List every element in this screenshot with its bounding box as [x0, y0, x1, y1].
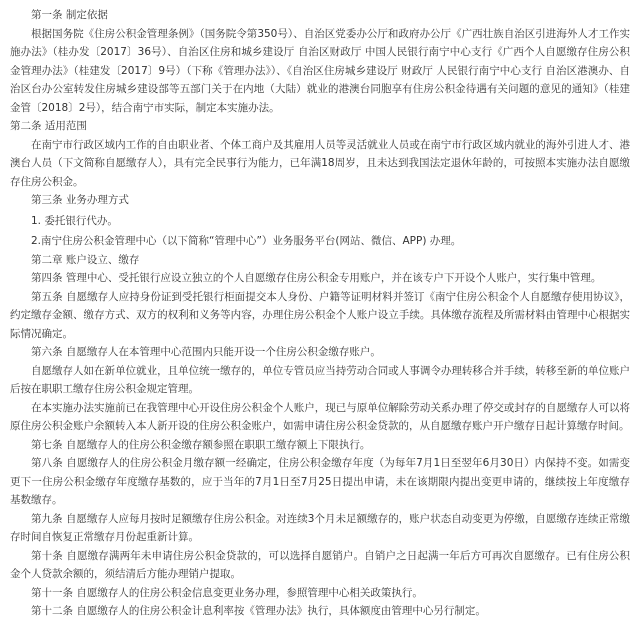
paragraph-prior-account: 在本实施办法实施前已在我管理中心开设住房公积金个人账户，现已与原单位解除劳动关系办理了停交或封存的自愿缴存人可以将原住房公积金账户余额转入本人新开设的住房公积金账户，如需申请住房公积金贷款的，从自愿缴存账户开户缴存日起计算缴存时间。 [10, 401, 630, 432]
paragraph-article-12: 第十二条 自愿缴存人的住房公积金计息利率按《管理办法》执行，具体额度由管理中心另行制定。 [31, 605, 486, 617]
section-heading-scope: 第二条 适用范围 [10, 120, 87, 132]
chapter-heading-account: 第二章 账户设立、缴存 [31, 253, 140, 266]
paragraph-article-9: 第九条 自愿缴存人应每月按时足额缴存住房公积金。对连续3个月未足额缴存的，账户状态自动变更为停缴，自愿缴存连续正常缴存时间自恢复正常缴存月份起重新计算。 [10, 512, 630, 543]
paragraph-article-8: 第八条 自愿缴存人的住房公积金月缴存额一经确定，住房公积金缴存年度（为每年7月1日至翌年6月30日）内保持不变。如需变更下一住房公积金缴存年度缴存基数的，应于当年的7月1日至7月25日提出申请，未在该期限内提出变更申请的，继续按上年度缴存基数缴存。 [10, 457, 630, 506]
paragraph-basis: 根据国务院《住房公积金管理条例》（国务院令第350号）、自治区党委办公厅和政府办公厅《广西壮族自治区引进海外人才工作实施办法》（桂办发〔2017〕36号）、自治区住房和城乡建设厅 自治区财政厅 中国人民银行南宁中心支行《广西个人自愿缴存住房公积金管理办法》（桂建发〔2017〕9号）（下称《管理办法》）、《自治区住房城乡建设厅 财政厅 人民银行南宁中心支行 自治区港澳办、自治区台办公室转发住房城乡建设部等五部门关于在内地（大陆）就业的港澳台同胞享有住房公积金待遇有关问题的意见的通知》（桂建金管〔2018〕2号），结合南宁市实际，制定本实施办法。 [10, 27, 630, 114]
section-heading-basis: 第一条 制定依据 [31, 9, 108, 21]
paragraph-scope: 在南宁市行政区域内工作的自由职业者、个体工商户及其雇用人员等灵活就业人员或在南宁市行政区域内就业的海外引进人才、港澳台人员（下文简称自愿缴存人），具有完全民事行为能力，已年满18周岁，且未达到我国法定退休年龄的，可按照本实施办法自愿缴存住房公积金。 [10, 138, 630, 188]
paragraph-article-10: 第十条 自愿缴存满两年未申请住房公积金贷款的，可以选择自愿销户。自销户之日起满一年后方可再次自愿缴存。已有住房公积金个人贷款余额的，须结清后方能办理销户提取。 [10, 549, 630, 580]
list-item-platform: 2.南宁住房公积金管理中心（以下简称“管理中心”）业务服务平台(网站、微信、APP) 办理。 [31, 235, 462, 247]
list-item-bank: 1. 委托银行代办。 [31, 214, 118, 227]
paragraph-article-4: 第四条 管理中心、受托银行应设立独立的个人自愿缴存住房公积金专用账户，并在该专户下开设个人账户，实行集中管理。 [31, 272, 602, 284]
paragraph-article-6: 第六条 自愿缴存人在本管理中心范围内只能开设一个住房公积金缴存账户。 [31, 346, 381, 358]
paragraph-article-5: 第五条 自愿缴存人应持身份证到受托银行柜面提交本人身份、户籍等证明材料并签订《南宁住房公积金个人自愿缴存使用协议》，约定缴存金额、缴存方式、双方的权利和义务等内容，办理住房公积金个人账户设立手续。具体缴存流程及所需材料由管理中心根据实际情况确定。 [10, 290, 630, 340]
paragraph-article-7: 第七条 自愿缴存人的住房公积金缴存额参照在职职工缴存额上下限执行。 [31, 438, 371, 451]
paragraph-article-11: 第十一条 自愿缴存人的住房公积金信息变更业务办理，参照管理中心相关政策执行。 [31, 586, 423, 599]
section-heading-method: 第三条 业务办理方式 [31, 194, 129, 206]
paragraph-transfer: 自愿缴存人如在新单位就业，且单位统一缴存的，单位专管员应当持劳动合同或人事调令办理转移合并手续，转移至新的单位账户后按在职职工缴存住房公积金规定管理。 [10, 364, 630, 395]
